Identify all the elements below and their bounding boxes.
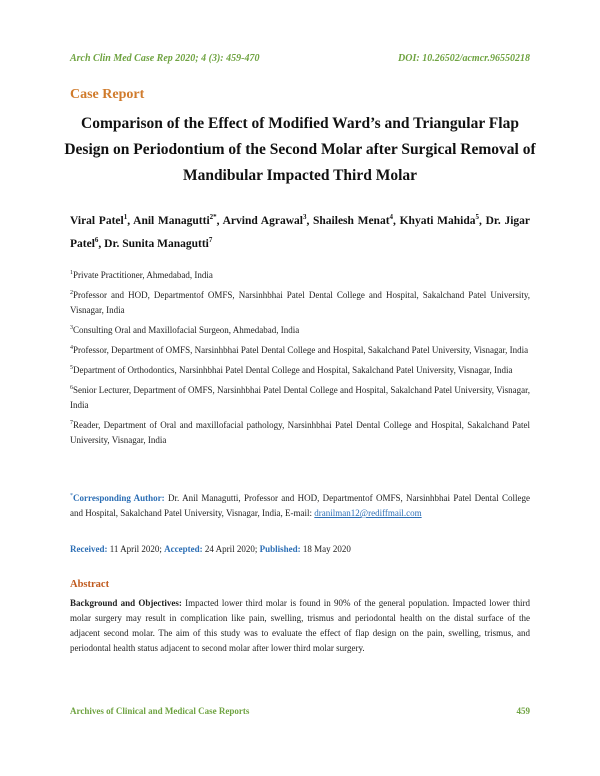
corresponding-author: *Corresponding Author: Dr. Anil Managutti, Professor and HOD, Departmentof OMFS, Narsinhbhai Patel Dental College and Hospital, Sakalchand Patel University, Visnagar, India, E-mail: dranilman12@rediffmail.com xyxy=(70,493,530,518)
affiliation: $^4$Professor, Department of OMFS, Narsinhbhai Patel Dental College and Hospital, Sakalchand Patel University, Visnagar, India xyxy=(70,345,529,355)
footer-journal-name: Archives of Clinical and Medical Case Reports xyxy=(70,706,250,716)
journal-reference: Arch Clin Med Case Rep 2020; 4 (3): 459-470 xyxy=(70,53,260,64)
doi: DOI: 10.26502/acmcr.96550218 xyxy=(398,53,530,64)
article-title: Comparison of the Effect of Modified Ward’s and Triangular Flap Design on Periodontium of the Second Molar after Surgical Removal of Mandibular Impacted Third Molar xyxy=(64,115,536,184)
author: Khyati Mahida$^5$ xyxy=(399,213,479,227)
author: Arvind Agrawal$^3$ xyxy=(222,213,307,227)
affiliation: $^7$Reader, Department of Oral and maxillofacial pathology, Narsinhbhai Patel Dental College and Hospital, Sakalchand Patel University, Visnagar, India xyxy=(70,420,530,445)
abstract-section-label: Background and Objectives: xyxy=(70,598,182,608)
email-link[interactable]: dranilman12@rediffmail.com xyxy=(314,508,422,518)
abstract-text: Impacted lower third molar is found in 90% of the general population. Impacted lower third molar surgery may result in complication like pain, swelling, trismus and periodontal health on the distal surface of the adjacent second molar. The aim of this study was to evaluate the effect of flap design on the pain, swelling, trismus, and periodontal health status adjacent to second molar after lower third molar surgery. xyxy=(70,598,530,653)
abstract-body xyxy=(70,596,530,656)
running-footer xyxy=(70,706,530,716)
author: Viral Patel$^1$ xyxy=(70,213,128,227)
page-number: 459 xyxy=(516,706,530,716)
affiliation: $^1$Private Practitioner, Ahmedabad, India xyxy=(70,270,213,280)
author: Anil Managutti$^{2*}$ xyxy=(133,213,217,227)
affiliation-list xyxy=(70,266,530,451)
author-list: Viral Patel$^1$, Anil Managutti$^{2*}$, Arvind Agrawal$^3$, Shailesh Menat$^4$, Khyati Mahida$^5$, Dr. Jigar Patel$^6$, Dr. Sunita Managutti$^7$ xyxy=(70,213,531,250)
accepted-date: 24 April 2020; xyxy=(204,544,258,554)
publication-dates: Received: 11 April 2020; Accepted: 24 April 2020; Published: 18 May 2020 xyxy=(70,544,351,554)
affiliation: $^2$Professor and HOD, Departmentof OMFS, Narsinhbhai Patel Dental College and Hospital, Sakalchand Patel University, Visnagar, India xyxy=(70,290,530,315)
affiliation: $^5$Department of Orthodontics, Narsinhbhai Patel Dental College and Hospital, Sakalchand Patel University, Visnagar, India xyxy=(70,365,513,375)
author: Dr. Jigar Patel$^6$ xyxy=(70,214,531,250)
affiliation: $^3$Consulting Oral and Maxillofacial Surgeon, Ahmedabad, India xyxy=(70,325,300,335)
abstract-heading: Abstract xyxy=(70,579,110,590)
affiliation: $^6$Senior Lecturer, Department of OMFS, Narsinhbhai Patel Dental College and Hospital, Sakalchand Patel University, Visnagar, India xyxy=(70,385,530,410)
author: Dr. Sunita Managutti$^7$ xyxy=(104,235,213,250)
running-header xyxy=(70,53,530,64)
corresponding-author-label: Corresponding Author: xyxy=(73,493,165,503)
published-date: 18 May 2020 xyxy=(302,544,351,554)
article-type: Case Report xyxy=(70,87,145,102)
corresponding-author-text: Dr. Anil Managutti, Professor and HOD, Departmentof OMFS, Narsinhbhai Patel Dental College and Hospital, Sakalchand Patel University, Visnagar, India, E-mail: xyxy=(70,493,530,518)
author: Shailesh Menat$^4$ xyxy=(313,213,394,227)
received-date: 11 April 2020; xyxy=(109,544,162,554)
